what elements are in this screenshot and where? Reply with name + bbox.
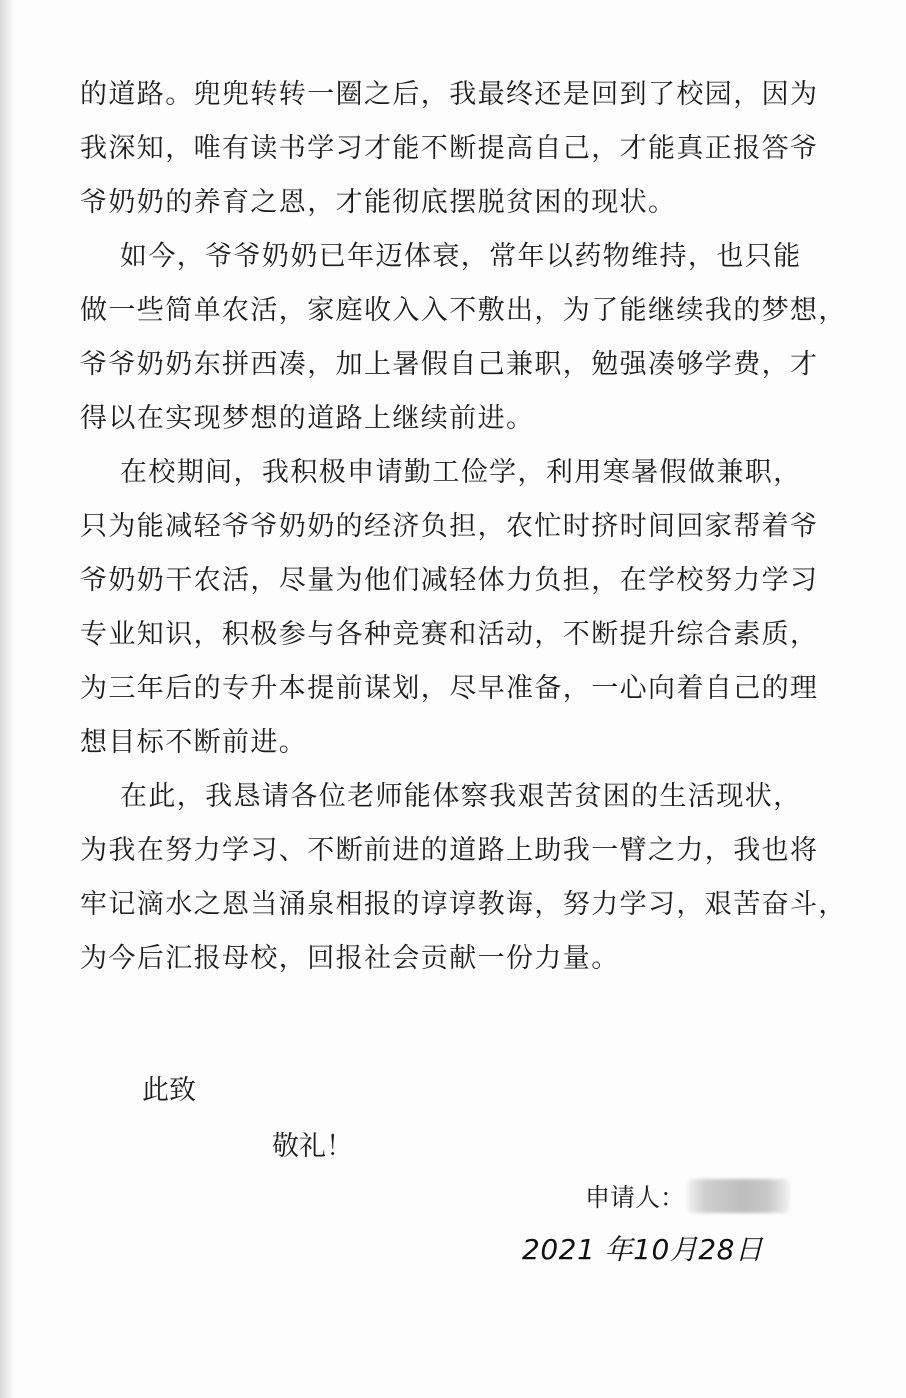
letter-line: 爷奶奶的养育之恩，才能彻底摆脱贫困的现状。: [80, 187, 677, 218]
letter-line: 我深知，唯有读书学习才能不断提高自己，才能真正报答爷: [80, 133, 819, 164]
applicant-line: [585, 1178, 789, 1214]
letter-line: 专业知识，积极参与各种竞赛和活动，不断提升综合素质，: [80, 619, 819, 650]
letter-line: 爷奶奶干农活，尽量为他们减轻体力负担，在学校努力学习: [80, 565, 819, 596]
letter-body: [80, 68, 847, 986]
letter-line: 爷爷奶奶东拼西凑，加上暑假自己兼职，勉强凑够学费，才: [80, 349, 819, 380]
letter-line: 为三年后的专升本提前谋划，尽早准备，一心向着自己的理: [80, 673, 819, 704]
page-edge-shadow: [0, 0, 14, 1398]
letter-line: 为今后汇报母校，回报社会贡献一份力量。: [80, 943, 620, 974]
letter-line: 为我在努力学习、不断前进的道路上助我一臂之力，我也将: [80, 835, 819, 866]
letter-line: 牢记滴水之恩当涌泉相报的谆谆教诲，努力学习，艰苦奋斗，: [80, 889, 847, 920]
letter-line: 的道路。兜兜转转一圈之后，我最终还是回到了校园，因为: [80, 79, 819, 110]
applicant-label: 申请人：: [585, 1183, 686, 1212]
letter-line: 做一些简单农活，家庭收入入不敷出，为了能继续我的梦想，: [80, 295, 847, 326]
redacted-name: [687, 1179, 789, 1213]
letter-line: 想目标不断前进。: [80, 727, 308, 758]
letter-line: 只为能减轻爷爷奶奶的经济负担，农忙时挤时间回家帮着爷: [80, 511, 819, 542]
letter-line: 在此，我恳请各位老师能体察我艰苦贫困的生活现状，: [80, 781, 802, 812]
closing-respect: 敬礼！: [272, 1131, 353, 1162]
letter-line: 得以在实现梦想的道路上继续前进。: [80, 403, 535, 434]
closing-salutation: 此致: [142, 1075, 196, 1106]
letter-line: 在校期间，我积极申请勤工俭学，利用寒暑假做兼职，: [80, 457, 802, 488]
signature-date: 2021 年10月28日: [522, 1233, 764, 1266]
letter-line: 如今，爷爷奶奶已年迈体衰，常年以药物维持，也只能: [80, 241, 802, 272]
